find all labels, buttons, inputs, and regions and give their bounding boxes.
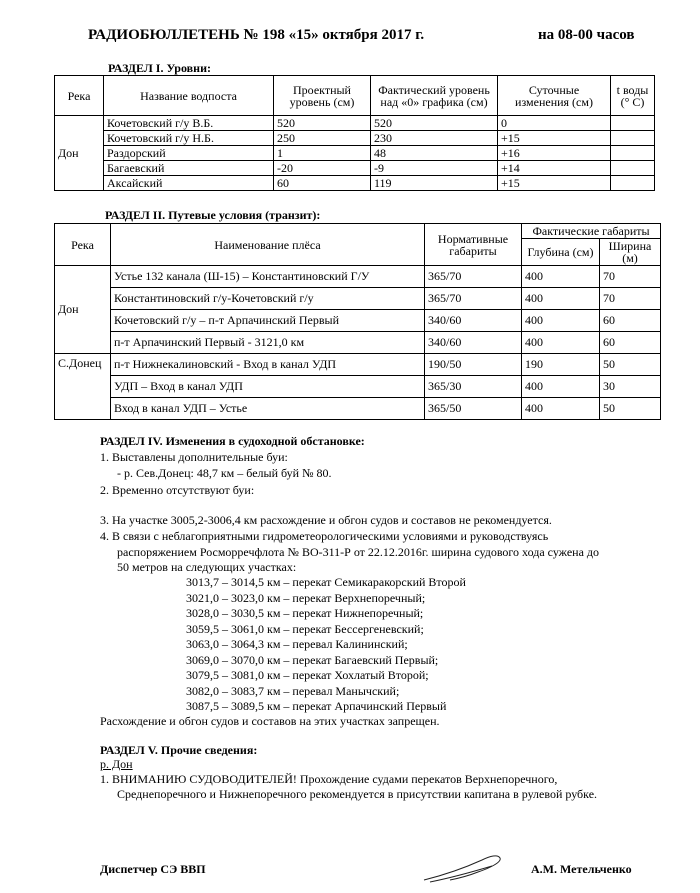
footer-dispatcher: Диспетчер СЭ ВВП bbox=[100, 862, 206, 876]
list-item: 3079,5 – 3081,0 км – перекат Хохлатый Второй; bbox=[186, 668, 429, 682]
list-item: 3063,0 – 3064,3 км – перевал Калининский; bbox=[186, 637, 408, 651]
route-river-don: Дон bbox=[55, 266, 111, 354]
route-cell: 60 bbox=[600, 332, 661, 354]
route-cell: 400 bbox=[522, 332, 600, 354]
list-item: 3021,0 – 3023,0 км – перекат Верхнепоречный; bbox=[186, 591, 426, 605]
table-row bbox=[55, 332, 661, 354]
section5-line2: Среднепоречного и Нижнепоречного рекомендуется в присутствии капитана в рулевой рубке. bbox=[117, 787, 598, 801]
levels-cell: 119 bbox=[371, 176, 498, 191]
route-cell: 365/70 bbox=[425, 288, 522, 310]
route-cell: 400 bbox=[522, 310, 600, 332]
levels-cell: 1 bbox=[274, 146, 371, 161]
route-cell: 70 bbox=[600, 288, 661, 310]
table-row bbox=[55, 354, 661, 376]
route-header-depth: Глубина (см) bbox=[522, 239, 600, 266]
table-row bbox=[55, 266, 661, 288]
route-cell: 340/60 bbox=[425, 310, 522, 332]
levels-cell: 0 bbox=[498, 116, 611, 131]
levels-cell: 60 bbox=[274, 176, 371, 191]
section5-title: РАЗДЕЛ V. Прочие сведения: bbox=[100, 743, 258, 757]
section4-title: РАЗДЕЛ IV. Изменения в судоходной обстановке: bbox=[100, 434, 365, 448]
levels-cell: Багаевский bbox=[104, 161, 274, 176]
section4-item2: 2. Временно отсутствуют буи: bbox=[100, 483, 255, 497]
route-cell: 60 bbox=[600, 310, 661, 332]
section5-river: р. Дон bbox=[100, 757, 133, 771]
levels-header-change: Суточные изменения (см) bbox=[498, 76, 611, 116]
levels-header-design: Проектный уровень (см) bbox=[274, 76, 371, 116]
section2-title: РАЗДЕЛ II. Путевые условия (транзит): bbox=[105, 208, 321, 222]
levels-cell: +16 bbox=[498, 146, 611, 161]
levels-cell bbox=[611, 176, 655, 191]
route-cell: 400 bbox=[522, 288, 600, 310]
levels-header-actual: Фактический уровень над «0» графика (см) bbox=[371, 76, 498, 116]
route-cell: 70 bbox=[600, 266, 661, 288]
levels-cell: 250 bbox=[274, 131, 371, 146]
route-cell: Кочетовский г/у – п-т Арпачинский Первый bbox=[111, 310, 425, 332]
route-cell: 30 bbox=[600, 376, 661, 398]
levels-header-temp: t воды (° С) bbox=[611, 76, 655, 116]
levels-cell bbox=[611, 116, 655, 131]
route-header-normative: Нормативные габариты bbox=[425, 224, 522, 266]
route-cell: 365/70 bbox=[425, 266, 522, 288]
route-cell: Устье 132 канала (Ш-15) – Константиновский Г/У bbox=[111, 266, 425, 288]
section4-item4-line1: 4. В связи с неблагоприятными гидрометеорологическими условиями и руководствуясь bbox=[100, 529, 549, 543]
section4-item4-line2: распоряжением Росморречфлота № ВО-311-Р от 22.12.2016г. ширина судового хода сужена до bbox=[117, 545, 599, 559]
levels-cell bbox=[611, 146, 655, 161]
route-header-width: Ширина (м) bbox=[600, 239, 661, 266]
list-item: 3082,0 – 3083,7 км – перевал Манычский; bbox=[186, 684, 400, 698]
route-cell: 400 bbox=[522, 398, 600, 420]
levels-cell: -9 bbox=[371, 161, 498, 176]
list-item: 3087,5 – 3089,5 км – перекат Арпачинский Первый bbox=[186, 699, 447, 713]
section4-item1-sub: - р. Сев.Донец: 48,7 км – белый буй № 80. bbox=[117, 466, 332, 480]
levels-cell bbox=[611, 131, 655, 146]
list-item: 3059,5 – 3061,0 км – перекат Бессергеневский; bbox=[186, 622, 424, 636]
table-row bbox=[55, 376, 661, 398]
levels-river: Дон bbox=[55, 116, 104, 191]
table-row bbox=[55, 131, 655, 146]
levels-cell: Аксайский bbox=[104, 176, 274, 191]
levels-cell: Кочетовский г/у Н.Б. bbox=[104, 131, 274, 146]
route-header-actual: Фактические габариты bbox=[522, 224, 661, 239]
route-cell: 190/50 bbox=[425, 354, 522, 376]
list-item: 3028,0 – 3030,5 км – перекат Нижнепоречный; bbox=[186, 606, 424, 620]
route-river-sdonets: С.Донец bbox=[55, 354, 111, 420]
table-row bbox=[55, 176, 655, 191]
section5-line1: 1. ВНИМАНИЮ СУДОВОДИТЕЛЕЙ! Прохождение судами перекатов Верхнепоречного, bbox=[100, 772, 558, 786]
section4-item1: 1. Выставлены дополнительные буи: bbox=[100, 450, 288, 464]
levels-cell: Раздорский bbox=[104, 146, 274, 161]
route-cell: 50 bbox=[600, 354, 661, 376]
route-cell: 400 bbox=[522, 376, 600, 398]
levels-cell: +15 bbox=[498, 176, 611, 191]
levels-cell: -20 bbox=[274, 161, 371, 176]
table-row bbox=[55, 161, 655, 176]
route-cell: п-т Арпачинский Первый - 3121,0 км bbox=[111, 332, 425, 354]
signature-mark bbox=[420, 850, 510, 886]
levels-cell: 520 bbox=[371, 116, 498, 131]
section4-item3: 3. На участке 3005,2-3006,4 км расхождение и обгон судов и составов не рекомендуется. bbox=[100, 513, 552, 527]
route-cell: Константиновский г/у-Кочетовский г/у bbox=[111, 288, 425, 310]
levels-header-post: Название водпоста bbox=[104, 76, 274, 116]
list-item: 3013,7 – 3014,5 км – перекат Семикаракорский Второй bbox=[186, 575, 466, 589]
table-row bbox=[55, 146, 655, 161]
levels-header-river: Река bbox=[55, 76, 104, 116]
table-row bbox=[55, 288, 661, 310]
levels-cell: 230 bbox=[371, 131, 498, 146]
route-table bbox=[54, 223, 661, 420]
levels-cell: +14 bbox=[498, 161, 611, 176]
levels-table bbox=[54, 75, 655, 191]
table-row bbox=[55, 310, 661, 332]
section4-closing: Расхождение и обгон судов и составов на этих участках запрещен. bbox=[100, 714, 440, 728]
route-cell: 50 bbox=[600, 398, 661, 420]
route-cell: 340/60 bbox=[425, 332, 522, 354]
route-cell: 365/50 bbox=[425, 398, 522, 420]
levels-cell: Кочетовский г/у В.Б. bbox=[104, 116, 274, 131]
route-cell: 365/30 bbox=[425, 376, 522, 398]
table-row bbox=[55, 116, 655, 131]
route-cell: Вход в канал УДП – Устье bbox=[111, 398, 425, 420]
table-row bbox=[55, 398, 661, 420]
bulletin-title: РАДИОБЮЛЛЕТЕНЬ № 198 «15» октября 2017 г. bbox=[88, 27, 425, 43]
route-cell: 400 bbox=[522, 266, 600, 288]
route-cell: 190 bbox=[522, 354, 600, 376]
levels-cell: +15 bbox=[498, 131, 611, 146]
bulletin-time: на 08-00 часов bbox=[538, 27, 635, 43]
footer-signer: А.М. Метельченко bbox=[531, 862, 632, 876]
section1-title: РАЗДЕЛ I. Уровни: bbox=[108, 61, 211, 75]
route-cell: п-т Нижнекалиновский - Вход в канал УДП bbox=[111, 354, 425, 376]
levels-cell: 48 bbox=[371, 146, 498, 161]
levels-cell: 520 bbox=[274, 116, 371, 131]
list-item: 3069,0 – 3070,0 км – перекат Багаевский Первый; bbox=[186, 653, 439, 667]
route-header-river: Река bbox=[55, 224, 111, 266]
route-header-reach: Наименование плёса bbox=[111, 224, 425, 266]
route-cell: УДП – Вход в канал УДП bbox=[111, 376, 425, 398]
levels-cell bbox=[611, 161, 655, 176]
section4-item4-line3: 50 метров на следующих участках: bbox=[117, 560, 297, 574]
